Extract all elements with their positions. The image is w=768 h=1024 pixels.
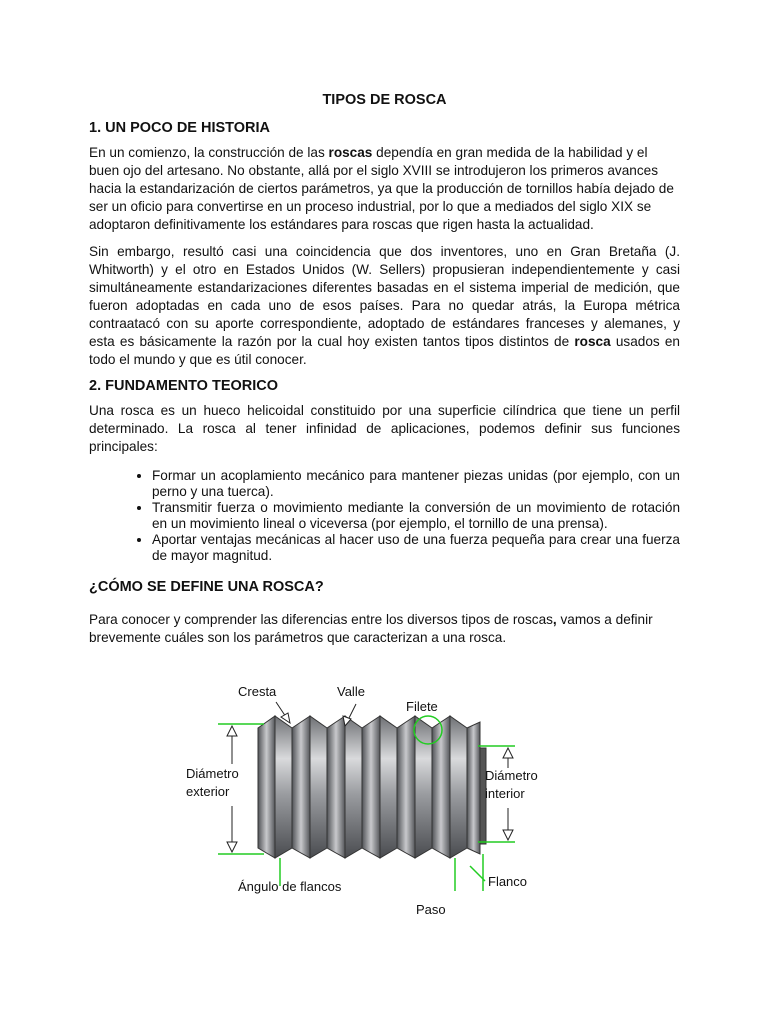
label-diametro-exterior-2: exterior [186, 784, 230, 799]
history-paragraph-1: En un comienzo, la construcción de las roscas dependía en gran medida de la habilidad y el buen ojo del artesano. No obstante, allá por el siglo XVIII se introdujeron los primeros avances hacia la estandarización de ciertos parámetros, ya que la producción de tornillos había dejado de ser un oficio para convertirse en un proceso industrial, por lo que a mediados del siglo XIX se adoptaron definitivamente los estándares para roscas que rigen hasta la actualidad. [89, 145, 674, 232]
list-item: • Aportar ventajas mecánicas al hacer uso de una fuerza pequeña para crear una fuerza de mayor magnitud. [152, 532, 680, 564]
label-valle: Valle [337, 684, 365, 699]
label-diametro-exterior-1: Diámetro [186, 766, 239, 781]
label-diametro-interior-2: interior [485, 786, 525, 801]
list-item: • Transmitir fuerza o movimiento mediante la conversión de un movimiento de rotación en un movimiento lineal o viceversa (por ejemplo, el tornillo de una prensa). [152, 500, 680, 532]
thread-diagram [180, 676, 560, 926]
history-paragraph-2: Sin embargo, resultó casi una coincidencia que dos inventores, uno en Gran Bretaña (J. Whitworth) y el otro en Estados Unidos (W. Sellers) propusieran independientemente y casi simultáneamente estandarizaciones diferentes basadas en el sistema imperial de medición, que fueron adoptadas en cada uno de esos países. Para no quedar atrás, la Europa métrica contraatacó con su aporte correspondiente, adoptado de estándares franceses y alemanes, y esta es básicamente la razón por la cual hoy existen tantos tipos distintos de rosca usados en todo el mundo y que es útil conocer. [89, 244, 680, 367]
define-paragraph: Para conocer y comprender las diferencias entre los diversos tipos de roscas, vamos a definir brevemente cuáles son los parámetros que caracterizan a una rosca. [89, 612, 653, 645]
label-flanco: Flanco [488, 874, 528, 889]
label-filete: Filete [406, 699, 438, 714]
label-paso: Paso [416, 902, 446, 917]
list-item: • Formar un acoplamiento mecánico para mantener piezas unidas (por ejemplo, con un perno y una tuerca). [152, 468, 680, 500]
document-page [89, 92, 680, 656]
section-heading-history: 1. UN POCO DE HISTORIA [89, 120, 271, 136]
label-cresta: Cresta [238, 684, 277, 699]
page-title: TIPOS DE ROSCA [322, 92, 447, 108]
section-heading-fundamento: 2. FUNDAMENTO TEORICO [89, 378, 279, 394]
functions-list [89, 468, 680, 564]
label-diametro-interior-1: Diámetro [485, 768, 538, 783]
thread-crests [258, 716, 486, 858]
section-heading-define: ¿CÓMO SE DEFINE UNA ROSCA? [89, 579, 324, 595]
label-angulo-flancos: Ángulo de flancos [238, 879, 342, 894]
fundamento-paragraph: Una rosca es un hueco helicoidal constituido por una superficie cilíndrica que tiene un perfil determinado. La rosca al tener infinidad de aplicaciones, podemos definir sus funciones principales: [89, 403, 680, 454]
